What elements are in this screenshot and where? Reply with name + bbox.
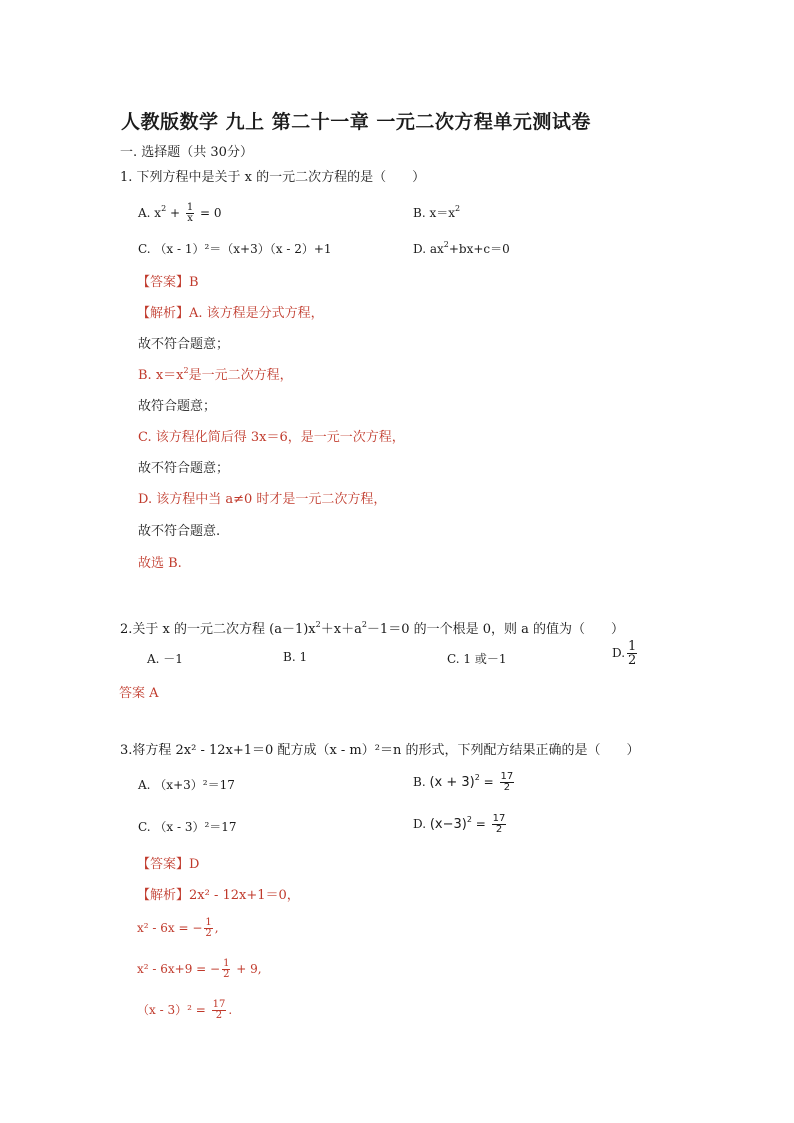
q1-option-a-text: A. x: [138, 206, 162, 220]
q1-option-a-sup: 2: [161, 204, 167, 213]
q2-option-c[interactable]: C. 1 或－1: [447, 652, 507, 666]
q3-analysis-line-4: （x - 3）² = $\frac{17}{2}$ .: [137, 999, 233, 1021]
q1-analysis-line-7: D. 该方程中当 a≠0 时才是一元二次方程，: [138, 492, 387, 507]
q1-analysis-line-4: 故符合题意；: [138, 399, 217, 414]
q1-option-a[interactable]: [138, 203, 222, 224]
q2-option-d[interactable]: [612, 640, 639, 667]
q1-option-b-sup: 2: [454, 204, 461, 213]
q1-option-a-eq: = 0: [196, 206, 222, 220]
q3-option-b[interactable]: B. $(x + 3)^2$ = $\frac{17}{2}$: [413, 771, 514, 793]
q1-option-d-sup: 2: [443, 240, 449, 249]
q1-analysis-a: [137, 302, 324, 321]
q3-option-d-label: D.: [413, 817, 427, 831]
q1-option-d-text: D. ax: [413, 242, 444, 256]
q3-option-b-label: B.: [413, 775, 426, 789]
q1-analysis-line-6: 故不符合题意；: [138, 461, 230, 476]
q3-option-b-fraction: $\frac{17}{2}$: [500, 771, 514, 793]
q3-answer: [137, 853, 199, 872]
q2-stem: 2.关于 x 的一元二次方程 $(a-1)x^2+x+a^2-1=0$ 的一个根是 0，则 a 的值为（ ）: [120, 620, 625, 637]
q1-option-d[interactable]: [413, 240, 510, 257]
q1-option-a-fraction: $\frac{1}{x}$: [186, 202, 194, 224]
q2-option-a[interactable]: A. －1: [147, 652, 183, 666]
q1-analysis-line-8: 故不符合题意.: [138, 524, 221, 539]
q1-analysis-line-5: C. 该方程化简后得 3x＝6，是一元一次方程，: [138, 430, 405, 445]
q1-answer-label: 【答案】: [137, 275, 190, 290]
q1-option-a-plus: +: [166, 206, 184, 220]
q1-option-b-text: B. x＝x: [413, 206, 455, 220]
q2-option-d-label: D.: [612, 646, 626, 660]
q3-option-c[interactable]: C. （x - 3）²＝17: [138, 820, 237, 834]
q3-analysis-label: 【解析】: [137, 888, 190, 903]
q2-option-d-fraction: $\frac{1}{2}$: [628, 639, 637, 668]
q3-option-d[interactable]: D. $(x-3)^2$ = $\frac{17}{2}$: [413, 813, 506, 835]
q1-analysis-label: 【解析】: [137, 306, 190, 321]
q3-analysis-line-1: 【解析】2x² - 12x+1＝0，: [137, 888, 300, 903]
q1-analysis-line-9: 故选 B.: [138, 556, 182, 571]
q2-option-b[interactable]: B. 1: [283, 650, 308, 664]
section-heading: 一. 选择题（共 30分）: [120, 145, 253, 160]
q3-analysis-line-2: x² - 6x = − $\frac{1}{2}$ ,: [137, 917, 219, 939]
q3-answer-value: D: [189, 857, 200, 872]
q1-analysis-line-3: B. $x=x^2$是一元二次方程，: [138, 366, 293, 383]
q1-analysis-line-1: A. 该方程是分式方程，: [189, 306, 324, 321]
q3-stem: 3.将方程 2x² - 12x+1＝0 配方成（x - m）²＝n 的形式，下列配方结果正确的是（ ）: [120, 743, 640, 758]
q3-analysis-line-3: x² - 6x+9 = − $\frac{1}{2}$ + 9,: [137, 958, 262, 980]
q3-option-a[interactable]: A. （x+3）²＝17: [138, 778, 235, 792]
q1-option-c[interactable]: C. （x - 1）²＝（x+3）（x - 2）+1: [138, 242, 332, 256]
q1-answer: [137, 271, 199, 290]
q2-answer: 答案 A: [119, 686, 159, 701]
q3-answer-label: 【答案】: [137, 857, 190, 872]
q1-stem: 1. 下列方程中是关于 x 的一元二次方程的是（ ）: [120, 170, 426, 185]
page-title: 人教版数学 九上 第二十一章 一元二次方程单元测试卷: [121, 111, 591, 133]
q1-answer-value: B: [189, 275, 199, 290]
q1-option-b[interactable]: [413, 204, 460, 221]
q3-option-d-fraction: $\frac{17}{2}$: [492, 813, 506, 835]
q1-analysis-line-2: 故不符合题意；: [138, 337, 230, 352]
q1-option-d-rest: +bx+c＝0: [448, 242, 510, 256]
